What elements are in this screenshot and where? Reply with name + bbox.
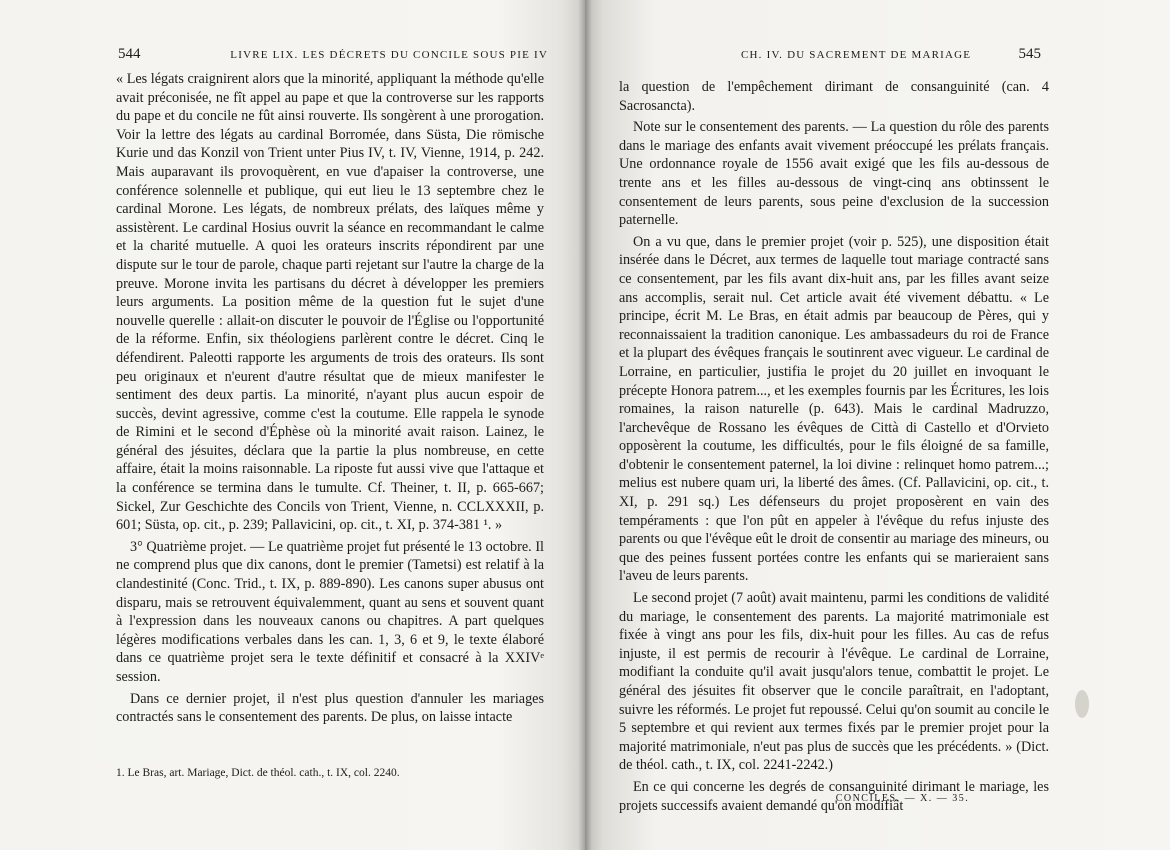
right-running-head	[621, 46, 1041, 63]
right-paragraph-4: Le second projet (7 août) avait maintenu, parmi les conditions de validité du mariage, le consentement des parents. La majorité matrimoniale est fixée à vingt ans pour les fils, dix-huit pour les filles. Au cas de refus injuste, il est permis de recourir à l'évêque. Le cardinal de Lorraine, modifiant la conduite qu'il avait jusqu'alors tenue, combattit le projet. Le général des jésuites fit observer que le concile paraîtrait, en l'adoptant, suivre les réformés. Le projet fut repoussé. Celui qu'on soumit au concile le 5 septembre et qui revient aux termes fixés par le premier projet pour la majorité matrimoniale, n'eut pas plus de succès que les précédents. » (Dict. de théol. cath., t. IX, col. 2241-2242.)	[619, 590, 1049, 774]
left-body-text	[116, 70, 544, 727]
right-page	[585, 0, 1170, 850]
right-paragraph-2: Note sur le consentement des parents. — La question du rôle des parents dans le mariage des enfants avait vivement préoccupé les prélats français. Une ordonnance royale de 1556 avait exigé que les fils au-dessous de trente ans et les filles au-dessous de vingt-cinq ans obtinssent le consentement de leurs parents, sous peine d'exclusion de la succession paternelle.	[619, 119, 1049, 229]
left-running-title: LIVRE LIX. LES DÉCRETS DU CONCILE SOUS PIE IV	[230, 49, 548, 61]
book-gutter	[578, 0, 592, 850]
right-paragraph-3: On a vu que, dans le premier projet (voir p. 525), une disposition était insérée dans le Décret, aux termes de laquelle tout mariage contracté sans ce consentement, par les fils avant dix-huit ans, par les filles avant seize ans accomplis, serait nul. Cet article avait été vivement débattu. « Le principe, écrit M. Le Bras, en était admis par beaucoup de Pères, qui y reconnaissaient la tradition canonique. Les ambassadeurs du roi de France et la plupart des évêques français le soutinrent avec vigueur. Le cardinal de Lorraine, en particulier, justifia le projet du 20 juillet en invoquant le précepte Honora patrem..., et les exemples fournis par les Écritures, les lois romaines, la raison naturelle (p. 643). Mais le cardinal Madruzzo, l'archevêque de Rossano les évêques de Città di Castello et d'Orvieto opposèrent la coutume, les difficultés, pour le fils éloigné de sa famille, d'obtenir le consentement paternel, la loi divine : relinquet homo patrem...; melius est nubere quam uri, la liberté des âmes. (Cf. Pallavicini, op. cit., t. XI, p. 291 sq.) Les défenseurs du projet proposèrent en vain des tempéraments : que l'on pût en appeler à l'évêque du refus injuste des parents ou que l'évêque eût le droit de consentir au mariage des mineurs, ou que des peines fussent portées contre les enfants qui se marieraient sans l'aveu de leurs parents.	[619, 233, 1049, 585]
printer-signature: CONCILES. — X. — 35.	[835, 793, 970, 804]
right-page-number: 545	[1018, 46, 1041, 62]
left-page-number: 544	[118, 46, 141, 62]
right-paragraph-5: En ce qui concerne les degrés de consanguinité dirimant le mariage, les projets successifs avaient demandé qu'on modifiât	[619, 778, 1049, 814]
right-paragraph-1: la question de l'empêchement dirimant de consanguinité (can. 4 Sacrosancta).	[619, 79, 1049, 114]
left-running-head	[118, 46, 548, 63]
left-paragraph-1: « Les légats craignirent alors que la minorité, appliquant la méthode qu'elle avait préconisée, ne fît appel au pape et que la controverse sur les rapports du pape et du concile ne fût ainsi rouverte. Ils songèrent à une prorogation. Voir la lettre des légats au cardinal Borromée, dans Süsta, Die römische Kurie und das Konzil von Trient unter Pius IV, t. IV, Vienne, 1914, p. 242. Mais auparavant ils provoquèrent, en vue d'apaiser la controverse, une conférence solennelle et publique, qui eut lieu le 13 septembre chez le cardinal Morone. Les légats, de nombreux prélats, des laïques même y assistèrent. Le cardinal Hosius ouvrit la séance en recommandant le calme et la charité mutuelle. A quoi les orateurs inscrits répondirent par une dispute sur le tour de parole, chaque parti rejetant sur l'autre la charge de la preuve. Morone invita les partisans du décret à développer les premiers leurs arguments. La position même de la question fut le sujet d'une nouvelle querelle : allait-on discuter le pouvoir de l'Église ou l'opportunité de la réforme. Enfin, six théologiens parlèrent contre le décret. Cinq le défendirent. Paleotti rapporte les arguments de trois des orateurs. Ils sont peu originaux et n'eurent d'autre résultat que de mieux manifester le sentiment des deux partis. La minorité, n'ayant plus aucun espoir de succès, devint agressive, comme c'est la coutume. Elle rappela le synode de Rimini et le second d'Éphèse où la minorité avait raison. Lainez, le général des jésuites, déclara que la partie la plus nombreuse, en cette affaire, était la moins raisonnable. La riposte fut aussi vive que l'attaque et la conférence se termina dans le tumulte. Cf. Theiner, t. II, p. 665-667; Sickel, Zur Geschichte des Concils von Trient, Vienne, n. CCLXXXII, p. 601; Süsta, op. cit., p. 239; Pallavicini, op. cit., t. XI, p. 374-381 ¹. »	[116, 71, 544, 534]
paper-stain	[1075, 690, 1089, 718]
left-paragraph-3: Dans ce dernier projet, il n'est plus question d'annuler les mariages contractés sans le consentement des parents. De plus, on laisse intacte	[116, 690, 544, 726]
left-paragraph-2: 3° Quatrième projet. — Le quatrième projet fut présenté le 13 octobre. Il ne comprend plus que dix canons, dont le premier (Tametsi) est relatif à la clandestinité (Conc. Trid., t. IX, p. 889-890). Les canons super abusus ont disparu, mais se retrouvent équivalemment, quant au sens et souvent quant à l'expression dans les nouveaux canons ou chapitres. A part quelques légères modifications verbales dans les can. 1, 3, 6 et 9, le texte élaboré dans ce quatrième projet sera le texte définitif et consacré à la XXIVᵉ session.	[116, 538, 544, 685]
right-running-title: CH. IV. DU SACREMENT DE MARIAGE	[741, 49, 972, 61]
left-footnote: 1. Le Bras, art. Mariage, Dict. de théol. cath., t. IX, col. 2240.	[116, 767, 400, 779]
right-body-text	[619, 78, 1049, 815]
